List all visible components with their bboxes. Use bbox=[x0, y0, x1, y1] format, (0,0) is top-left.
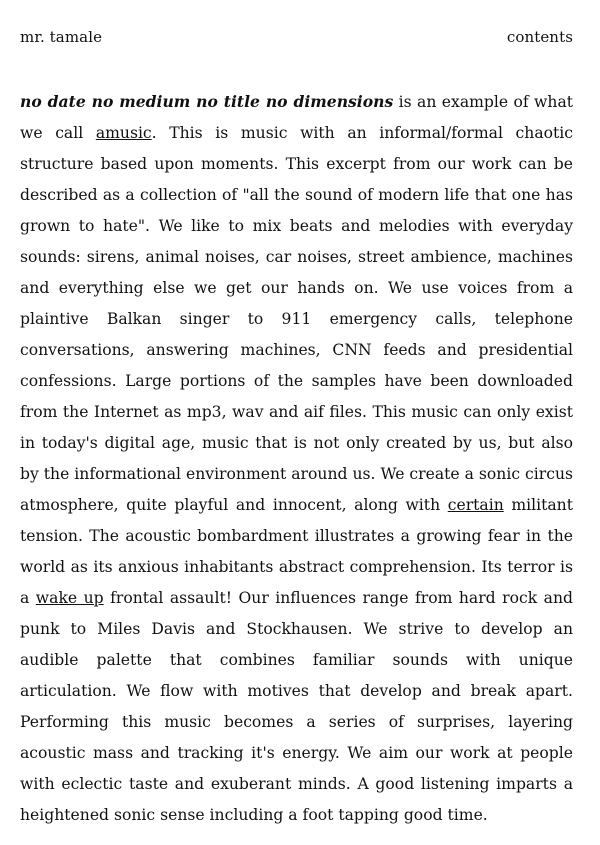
article-body bbox=[20, 86, 573, 831]
page-header bbox=[20, 28, 573, 46]
term-wake-up: wake up bbox=[35, 589, 104, 607]
term-certain: certain bbox=[447, 496, 504, 514]
body-segment-3: frontal assault! Our influences range from hard rock and punk to Miles Davis and Stockhausen. We strive to develop an audible palette that combines familiar sounds with unique articulation. We flow with motives that develop and break apart. Performing this music becomes a series of surprises, layering acoustic mass and tracking it's energy. We aim our work at people with eclectic taste and exuberant minds. A good listening imparts a heightened sonic sense including a foot tapping good time. bbox=[20, 589, 573, 824]
section-title: contents bbox=[506, 28, 573, 46]
term-amusic: amusic bbox=[95, 124, 152, 142]
body-segment-1a: is an example of what we call bbox=[20, 93, 574, 142]
body-segment-2: militant tension. The acoustic bombardment illustrates a growing fear in the world as its anxious inhabitants abstract comprehension. Its terror is a bbox=[20, 496, 573, 607]
body-segment-1b: . This is music with an informal/formal chaotic structure based upon moments. This excerpt from our work can be described as a collection of "all the sound of modern life that one has grown to hate". We like to mix beats and melodies with everyday sounds: sirens, animal noises, car noises, street ambience, machines and everything else we get our hands on. We use voices from a plaintive Balkan singer to 911 emergency calls, telephone conversations, answering machines, CNN feeds and presidential confessions. Large portions of the samples have been downloaded from the Internet as mp3, wav and aif files. This music can only exist in today's digital age, music that is not only created by us, but also by the informational environment around us. We create a sonic circus atmosphere, quite playful and innocent, along with bbox=[20, 124, 573, 514]
work-title: no date no medium no title no dimensions bbox=[20, 92, 394, 111]
author-name: mr. tamale bbox=[20, 28, 103, 46]
